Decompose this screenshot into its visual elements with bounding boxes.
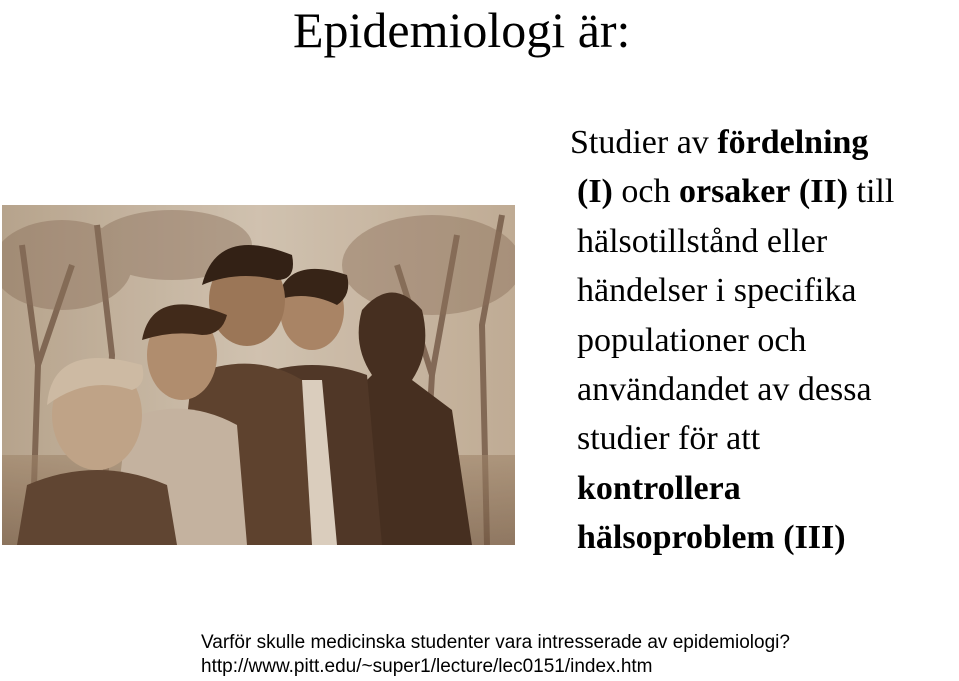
definition-line: hälsotillstånd eller [577,222,828,260]
emphasis-kontrollera: kontrollera [577,469,741,507]
marker-ii: (II) [798,173,849,211]
text-segment [790,173,799,210]
emphasis-fordelning: fördelning [717,124,869,161]
text-segment: och [612,173,679,211]
definition-line [570,167,959,216]
text-segment: Studier av [570,124,718,161]
definition-line: användandet av dessa [577,371,872,409]
emphasis-halsoproblem: hälsoproblem (III) [577,519,846,557]
marker-i: (I) [577,173,613,211]
definition-line [570,464,959,513]
definition-line [570,118,959,167]
definition-text [570,118,959,563]
footer [201,631,790,679]
slide-title: Epidemiologi är: [293,2,631,58]
source-link[interactable]: http://www.pitt.edu/~super1/lecture/lec0151/index.htm [201,656,653,677]
footer-question: Varför skulle medicinska studenter vara intresserade av epidemiologi? [201,632,790,653]
definition-line: studier för att [577,420,761,458]
definition-line [570,513,959,562]
emphasis-orsaker: orsaker [678,173,791,211]
text-segment: till [848,173,895,211]
sepia-group-photo-image [2,205,515,545]
definition-line: populationer och [577,321,807,359]
group-photo [2,205,515,545]
definition-line: händelser i specifika [577,272,857,310]
